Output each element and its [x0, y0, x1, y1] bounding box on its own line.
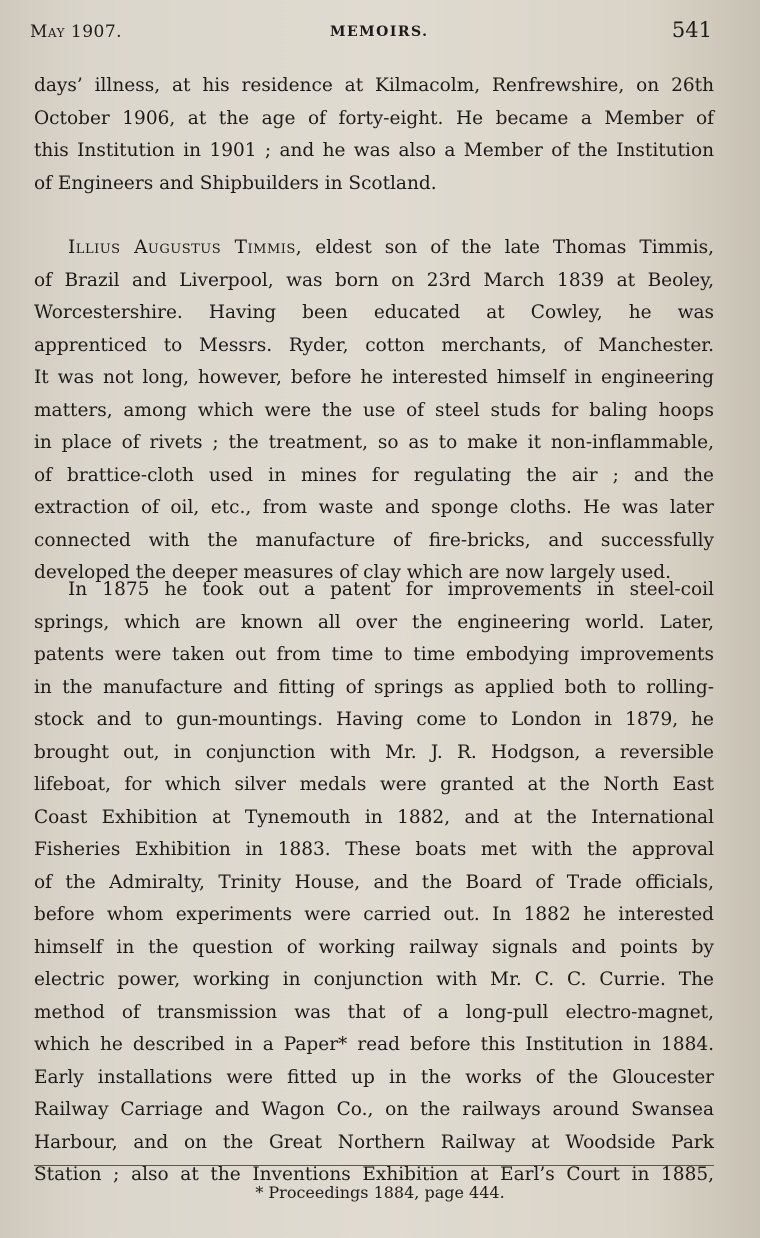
text-line: of Engineers and Shipbuilders in Scotland. [34, 172, 437, 194]
text-line: brought out, in conjunction with Mr. J. R. Hodgson, a reversible [34, 741, 714, 763]
text-line: apprenticed to Messrs. Ryder, cotton merchants, of Manchester. [34, 334, 714, 356]
text-line: before whom experiments were carried out. In 1882 he interested [34, 904, 714, 925]
header-date: May 1907. [30, 22, 123, 42]
text-line: matters, among which were the use of steel studs for baling hoops [34, 399, 714, 421]
text-line: connected with the manufacture of fire-bricks, and successfully [34, 529, 714, 551]
paragraph-obituary-end [34, 70, 714, 200]
paragraph-timmis-biography [34, 232, 714, 590]
text-line [34, 232, 714, 265]
page-number: 541 [671, 18, 712, 42]
text-line: Early installations were fitted up in the works of the Gloucester [34, 1066, 714, 1088]
text-line: developed the deeper measures of clay which are now largely used. [34, 562, 671, 583]
text-line: Coast Exhibition at Tynemouth in 1882, and at the International [34, 806, 714, 828]
text-line: Railway Carriage and Wagon Co., on the railways around Swansea [34, 1099, 714, 1120]
text-line: of the Admiralty, Trinity House, and the Board of Trade officials, [34, 871, 714, 893]
text-line: electric power, working in conjunction with Mr. C. C. Currie. The [34, 969, 714, 990]
text-line: in place of rivets ; the treatment, so as to make it non-inflammable, [34, 432, 714, 453]
text-line: It was not long, however, before he interested himself in engineering [34, 367, 714, 388]
text-line: of brattice-cloth used in mines for regulating the air ; and the [34, 464, 714, 486]
text-line: extraction of oil, etc., from waste and sponge cloths. He was later [34, 497, 714, 518]
text-line: Station ; also at the Inventions Exhibition at Earl’s Court in 1885, [34, 1164, 714, 1185]
text-line: lifeboat, for which silver medals were granted at the North East [34, 774, 714, 795]
running-header [30, 12, 712, 52]
text-line: In 1875 he took out a patent for improvements in steel-coil [68, 579, 714, 600]
footnote: * Proceedings 1884, page 444. [255, 1183, 505, 1202]
text-line: patents were taken out from time to time embodying improvements [34, 644, 714, 665]
text-line: springs, which are known all over the engineering world. Later, [34, 611, 714, 633]
text-line: days’ illness, at his residence at Kilmacolm, Renfrewshire, on 26th [34, 75, 714, 96]
text-line: Worcestershire. Having been educated at Cowley, he was [34, 302, 714, 323]
footnote-divider [34, 1165, 714, 1166]
text-line: Fisheries Exhibition in 1883. These boats met with the approval [34, 839, 714, 860]
text-line: method of transmission was that of a long-pull electro-magnet, [34, 1001, 714, 1023]
text-line: Harbour, and on the Great Northern Railway at Woodside Park [34, 1131, 714, 1153]
text-line-rest: eldest son of the late Thomas Timmis, [315, 237, 714, 258]
text-line: himself in the question of working railway signals and points by [34, 936, 714, 958]
memoir-subject-name: Illius Augustus Timmis, [68, 237, 303, 258]
paragraph-patents [34, 574, 714, 1192]
text-line: this Institution in 1901 ; and he was also a Member of the Institution [34, 140, 714, 161]
text-line: stock and to gun-mountings. Having come to London in 1879, he [34, 709, 714, 730]
text-line: which he described in a Paper* read before this Institution in 1884. [34, 1034, 714, 1055]
text-line: in the manufacture and fitting of springs as applied both to rolling- [34, 676, 714, 698]
text-line: of Brazil and Liverpool, was born on 23rd March 1839 at Beoley, [34, 269, 714, 291]
header-section: MEMOIRS. [330, 24, 429, 40]
text-line: October 1906, at the age of forty-eight. He became a Member of [34, 107, 714, 129]
